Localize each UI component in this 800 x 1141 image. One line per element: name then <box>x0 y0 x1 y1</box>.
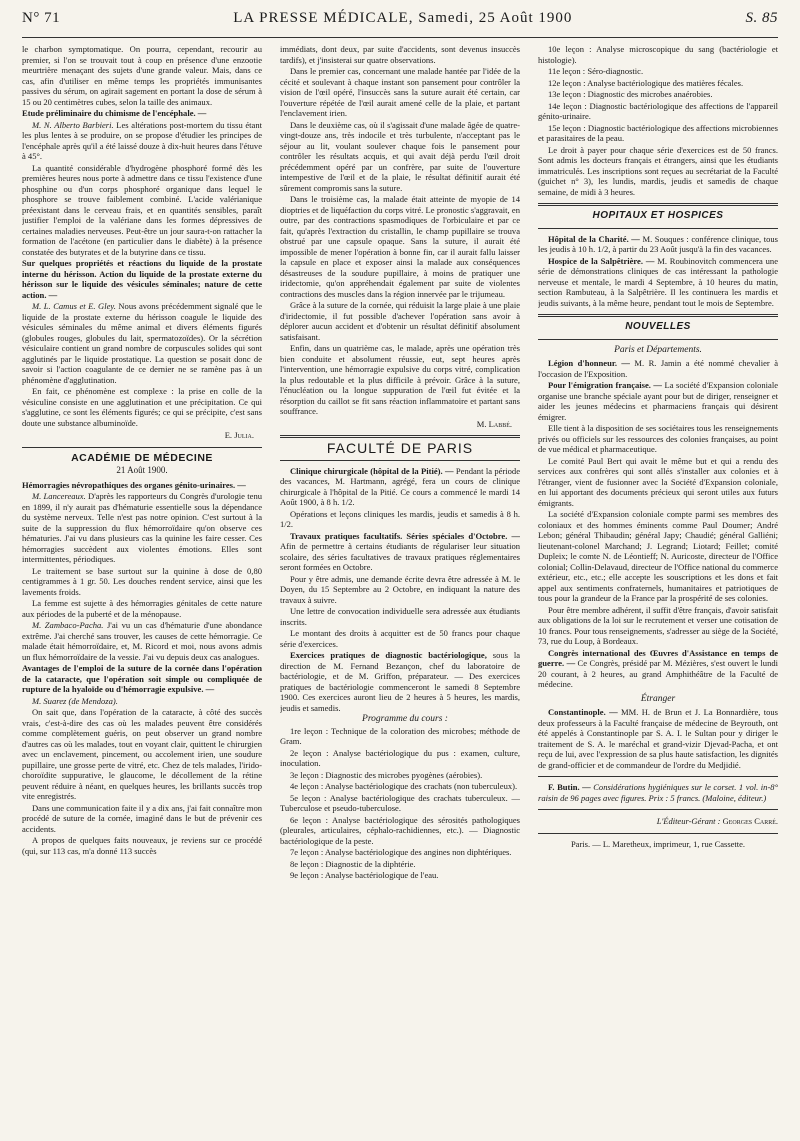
divider <box>280 435 520 438</box>
author: M. Zambaco-Pacha. <box>32 620 104 630</box>
paragraph: On sait que, dans l'opération de la cataracte, à côté des succès vrais, c'est-à-dire des cas où les malades peuvent être considérés comme complètement guéris, on peut observer un grand nombre d'autres cas où les malades, tout en voyant clair, quittent le chirurgien avec un enclavement, pincement, ou accolement irien, une soudure pupillaire, une grosse perte de vitré, etc. Chez de tels malades, l'irido-choroïdite suppurative, le glaucome, le décollement de la rétine peuvent réduire à néant, en quelques heures, les brillants succès trop vite enregistrés. <box>22 707 262 801</box>
paragraph: Grâce à la suture de la cornée, qui réduisit la large plaie à une plaie d'iridectomie, il fut possible d'achever l'opération sans avoir à déplorer aucun accident et d'obtenir un résultat définitif absolument satisfaisant. <box>280 300 520 342</box>
lesson-item: 12e leçon : Analyse bactériologique des matières fécales. <box>548 77 744 88</box>
paragraph <box>22 491 262 565</box>
article-heading: F. Butin. — <box>548 782 591 792</box>
article-title <box>22 480 262 491</box>
text: M. Souques : conférence clinique, tous les jeudis à 10 h. 1/2, à partir du 23 Août jusqu'à la fin des vacances. <box>538 233 778 254</box>
article-heading: Avantages de l'emploi de la suture de la cornée dans l'opération de la cataracte, que l'opération soit simple ou compliquée de rupture de la hyaloïde ou d'hémorragie expulsive. — <box>22 663 262 694</box>
paragraph <box>538 707 778 770</box>
paragraph: Dans le premier cas, concernant une malade hantée par l'idée de la cécité et soulevant à chaque instant son pansement pour contrôler la vision de l'œil opéré, l'insuccès sans la suture aurait été certain, car l'ouverture répétée de l'œil aurait amené celle de la plaie, et partant l'enclavement irien. <box>280 66 520 118</box>
article-heading: Clinique chirurgicale (hôpital de la Pitié). — <box>290 465 454 476</box>
paragraph <box>22 696 262 707</box>
paragraph: Enfin, dans un quatrième cas, le malade, après une opération très bien conduite et absolument réussie, eut, sept heures après l'intervention, une hémorragie expulsive du corps vitré, complication la plus redoutable et la plus difficile à prévoir. Grâce à la suture, l'énucléation ou la longue suppuration de l'œil fut évitée et la résorption du caillot se fit sans réaction inflammatoire et partant sans souffrance. <box>280 343 520 416</box>
paragraph: Le traitement se base surtout sur la quinine à dose de 0,80 centigrammes à 1 gr. 50. Les douches rendent service, ainsi que les lavements froids. <box>22 565 262 597</box>
divider <box>538 203 778 206</box>
text: M. Roubinovitch commencera une série de démonstrations cliniques de cas intéressant la pathologie nerveuse et mentale, le mardi 4 Septembre, à 10 heures du matin, section Rambuteau, à la Salpêtrière. Il les continuera les mardis et jeudis suivants, à la même heure, pendant tout le mois de Septembre. <box>538 255 778 308</box>
text: M. R. Jamin a été nommé chevalier à l'occasion de l'Exposition. <box>538 358 778 379</box>
text: J'ai vu un cas d'hématurie d'une abondance extrême. J'ai cherché sans trouver, les causes de cette hémorragie. Ce malade était hémorroïdaire, et, M. Ricord et moi, nous avons admis un flux hémorroïdaire de la vessie. J'ai vu depuis deux cas analogues. <box>22 620 262 662</box>
text: Ce Congrès, présidé par M. Mézières, s'est ouvert le lundi 20 courant, à 2 heures, au grand Amphithéâtre de la Faculté de médecine. <box>538 658 778 689</box>
text: MM. H. de Brun et J. La Bonnardière, tous deux professeurs à la Faculté française de médecine de Beyrouth, ont été appelés à Constantinople par S. A. I. le Sultan pour y diriger le traitement de S. A. le maréchal et grand-vizir Djevad-Pacha, et ont reçu de lui, avec l'expression de sa plus haute satisfaction, les dignités de grand-officier et de commandeur de l'ordre du Medjidié. <box>538 707 778 770</box>
paragraph: Le comité Paul Bert qui avait le même but et qui a rendu des services aux confrères qui sont allés s'installer aux colonies et à l'étranger, vient de fusionner avec la Société d'Expansion coloniale, en lui apportant des documents précieux qui seront utiles aux futurs émigrants. <box>538 455 778 508</box>
editor-name: Georges Carré. <box>722 816 778 826</box>
text: Pendant la période des vacances, M. Hartmann, agrégé, fera un cours de clinique chirurgicale à l'hôpital de la Pitié. Ce cours a commencé le mardi 14 Août 1900, à 8 h. 1/2. <box>280 465 520 507</box>
paragraph <box>538 234 778 255</box>
text: La société d'Expansion coloniale organise une branche spéciale ayant pour but de diriger, renseigner et aider les jeunes médecins et pharmaciens français qui désirent émigrer. <box>538 380 778 422</box>
lesson-item: 8e leçon : Diagnostic de la diphtérie. <box>290 858 416 869</box>
article-heading: Congrès international des Œuvres d'Assistance en temps de guerre. — <box>538 647 778 668</box>
lesson-item: 13e leçon : Diagnostic des microbes anaérobies. <box>548 89 713 99</box>
paragraph: Opérations et leçons cliniques les mardis, jeudis et samedis à 8 h. 1/2. <box>280 508 520 529</box>
paragraph <box>22 120 262 162</box>
paragraph: Une lettre de convocation individuelle sera adressée aux étudiants inscrits. <box>280 606 520 627</box>
article-heading: Pour l'émigration française. — <box>548 380 662 390</box>
text: Afin de permettre à certains étudiants de régulariser leur situation scolaire, des séries facultatives de travaux pratiques réglementaires seront formées en Octobre. <box>280 541 520 572</box>
author: M. L. Camus et E. Gley. <box>32 301 116 311</box>
paragraph <box>538 648 778 690</box>
lesson-item: 1re leçon : Technique de la coloration des microbes; méthode de Gram. <box>280 725 520 746</box>
section-heading-nouvelles: NOUVELLES <box>625 321 691 332</box>
article-title <box>22 663 262 695</box>
column-3 <box>538 44 778 1134</box>
divider <box>22 447 262 448</box>
lesson-item: 14e leçon : Diagnostic bactériologique des affections de l'appareil génito-urinaire. <box>538 100 778 121</box>
text: D'après les rapporteurs du Congrès d'urologie tenu en 1899, il n'y aurait pas d'hématurie essentielle sous la dépendance du système nerveux. Telle n'est pas notre opinion. C'est surtout à la suite de la suppression du flux hémorroïdaire qu'on observe ces hématuries. J'ai vu dans plusieurs cas la quinine les faire cesser. Ces hémorragies succèdent aux violentes émotions. Elles sont intermittentes, périodiques. <box>22 491 262 564</box>
issue-number: N° 71 <box>22 10 61 26</box>
paragraph <box>538 358 778 379</box>
divider <box>538 833 778 834</box>
article-heading: Légion d'honneur. — <box>548 358 630 368</box>
signature: M. Labbé. <box>476 418 512 429</box>
newspaper-page <box>22 10 778 1134</box>
printer-line: Paris. — L. Maretheux, imprimeur, 1, rue Cassette. <box>570 838 746 849</box>
section-heading-hopitaux: HOPITAUX ET HOSPICES <box>592 210 724 221</box>
paragraph: immédiats, dont deux, par suite d'accidents, sont devenus insuccès tardifs), et j'insisterai sur quatre observations. <box>280 44 520 65</box>
paragraph: La femme est sujette à des hémorragies génitales de cette nature aux périodes de la puberté et de la ménopause. <box>22 598 262 619</box>
divider <box>538 314 778 317</box>
subsection-heading: Paris et Départements. <box>614 344 702 355</box>
article-heading: Exercices pratiques de diagnostic bactériologique, <box>290 650 487 660</box>
divider <box>538 339 778 340</box>
divider <box>538 228 778 229</box>
paragraph: le charbon symptomatique. On pourra, cependant, recourir au premier, si l'on se trouvait tout à coup en présence d'une enzootie meurtrière menaçant des sujets d'une grande valeur. Mais, dans ce cas, afin d'utiliser en même temps les propriétés immunisantes passives du sérum, on agirait sagement en portant la dose de sérum à 15 ou 20 centimètres cubes, selon la taille des animaux. <box>22 44 262 107</box>
lesson-item: 4e leçon : Analyse bactériologique des crachats (non tuberculeux). <box>290 781 518 791</box>
paragraph: Dans une communication faite il y a dix ans, j'ai fait connaître mon procédé de suture de la cornée, imaginé dans le but de prévenir ces accidents. <box>22 802 262 834</box>
article-heading: Travaux pratiques facultatifs. Séries spéciales d'Octobre. — <box>290 530 520 541</box>
divider <box>538 776 778 777</box>
lesson-item: 5e leçon : Analyse bactériologique des crachats tuberculeux. — Tuberculose et pseudo-tuberculose. <box>280 792 520 813</box>
text: Les altérations post-mortem du tissu étant les plus lentes à se produire, on se propose d'étudier les principes de l'encéphale après qu'il a été laissé douze à dix-huit heures dans l'étuve à 45°. <box>22 119 262 161</box>
paragraph <box>538 380 778 422</box>
article-heading: Constantinople. — <box>548 707 618 717</box>
author: M. Suarez (de Mendoza). <box>32 695 118 706</box>
paragraph: Pour y être admis, une demande écrite devra être adressée à M. le Doyen, du 15 Septembre au 2 Octobre, en indiquant la nature des travaux à suivre. <box>280 573 520 605</box>
paragraph: En fait, ce phénomène est complexe : la prise en colle de la vésiculine consiste en une agglutination et une précipitation. Ce qui s'agglutine, ce sont les éléments figurés; ce qui se précipite, c'est sans doute une substance albuminoïde. <box>22 386 262 428</box>
paragraph <box>538 782 778 803</box>
lesson-item: 7e leçon : Analyse bactériologique des angines non diphtériques. <box>290 847 512 857</box>
article-heading: Hémorragies névropathiques des organes génito-urinaires. — <box>22 479 246 490</box>
paragraph <box>280 650 520 713</box>
paragraph <box>538 256 778 309</box>
lesson-item: 15e leçon : Diagnostic bactériologique des affections microbiennes et parasitaires de la peau. <box>538 122 778 143</box>
article-title <box>22 108 262 119</box>
paragraph: Le montant des droits à acquitter est de 50 francs pour chaque série d'exercices. <box>280 628 520 649</box>
paragraph <box>280 531 520 573</box>
article-heading: Sur quelques propriétés et réactions du liquide de la prostate interne du hérisson. Action du liquide de la prostate externe du hérisson sur le liquide des vésicules séminales; nature de cette action. — <box>22 258 262 300</box>
page-number: S. 85 <box>745 10 778 26</box>
paragraph <box>22 301 262 385</box>
lesson-item: 9e leçon : Analyse bactériologique de l'eau. <box>290 870 439 880</box>
editor-line <box>538 816 778 827</box>
paragraph: Pour être membre adhérent, il suffit d'être français, d'avoir satisfait aux obligations de la loi sur le recrutement et verser une cotisation de 10 francs. Pour tous renseignements, s'adresser au siège de la Société, 73, rue du Loup, à Bordeaux. <box>538 604 778 646</box>
editor-label: L'Éditeur-Gérant : <box>656 816 721 826</box>
article-heading: Hospice de la Salpêtrière. — <box>548 255 655 266</box>
journal-title: LA PRESSE MÉDICALE, Samedi, 25 Août 1900 <box>233 10 573 26</box>
author: M. Lancereaux. <box>32 491 86 501</box>
section-heading-academie: ACADÉMIE DE MÉDECINE <box>71 451 213 464</box>
column-1 <box>22 44 262 1134</box>
divider <box>538 809 778 810</box>
article-heading: Etude préliminaire du chimisme de l'encéphale. — <box>22 108 207 118</box>
columns <box>22 44 778 1134</box>
paragraph: Dans le deuxième cas, où il s'agissait d'une malade âgée de quatre-vingt-douze ans, très indocile et très turbulente, n'acceptant pas le séjour au lit, voulant soulever chaque fois le pansement pour contrôler les résultats acquis, et qui avait déjà perdu l'œil droit précédemment opéré par un confrère, par suite de l'ouverture intempestive de l'œil et de la plaie, le résultat définitif aurait été sûrement compromis sans la suture. <box>280 119 520 193</box>
divider <box>280 460 520 461</box>
author: M. N. Alberto Barbieri. <box>32 119 114 130</box>
paragraph <box>280 466 520 508</box>
paragraph: Dans le troisième cas, la malade était atteinte de myopie de 14 dioptries et de liquéfaction du corps vitré. Le pronostic s'aggravait, en outre, par des contractions spasmodiques de l'orbiculaire et par ce fait, qu'après l'extraction du cristallin, le champ pupillaire se trouva obstrué par une capsule opaque. Sans la suture, il aurait été impossible de mener l'opération à bonne fin, car il aurait fallu laisser la capsule en place et exposer ainsi la malade aux conséquences désastreuses de la soudure pupillaire, à moins de pratiquer une iridectomie, qu'on appréhendait également par suite de violentes contractions des muscles dans la région innervée par le trijumeau. <box>280 194 520 299</box>
lesson-item: 6e leçon : Analyse bactériologique des sérosités pathologiques (pleurales, articulaires, céphalo-rachidiennes, etc.). — Diagnostic bactériologique de la peste. <box>280 814 520 846</box>
section-date: 21 Août 1900. <box>116 465 168 475</box>
paragraph: La quantité considérable d'hydrogène phosphoré formé dès les premières heures nous porte à admettre dans ce tissu l'existence d'une phosphine ou d'un corps phosphoré organique dans lequel le phosphore se trouve faiblement combiné. L'acide valérianique préexistant dans le cerveau frais, et en quantités sensibles, paraît justifier l'emploi de la valériane dans les formes dépressives de certaines maladies nerveuses. Peut-être un jour saura-t-on rattacher la formation de l'acétone (en particulier dans le diabète) à la présence constatée des butyrates et de la butyrine dans ce tissu. <box>22 162 262 257</box>
column-2 <box>280 44 520 1134</box>
section-heading-faculte: FACULTÉ DE PARIS <box>326 440 474 456</box>
lesson-item: 10e leçon : Analyse microscopique du sang (bactériologie et histologie). <box>538 44 778 65</box>
article-title <box>22 258 262 300</box>
signature: E. Julia. <box>224 430 254 440</box>
paragraph <box>22 620 262 662</box>
text: sous la direction de M. Fernand Bezançon, chef du laboratoire de bactériologie, et de M. Griffon, préparateur. — Des exercices pratiques de bactériologie commenceront le samedi 8 Septembre 1900. Ces exercices auront lieu de 2 heures à 5 heures, les mardis, jeudis et samedis. <box>280 650 520 713</box>
lesson-item: 3e leçon : Diagnostic des microbes pyogènes (aérobies). <box>290 769 483 780</box>
paragraph: Le droit à payer pour chaque série d'exercices est de 50 francs. Sont admis les docteurs français et étrangers, ainsi que les étudiants immatriculés. Les inscriptions sont reçues au secrétariat de la Faculté (guichet n° 3), les lundis, mardis, jeudis et samedis de chaque semaine, de midi à 3 heures. <box>538 144 778 197</box>
paragraph: A propos de quelques faits nouveaux, je reviens sur ce procédé (qui, sur 113 cas, m'a donné 113 succès <box>22 835 262 856</box>
text: Nous avons précédemment signalé que le liquide de la prostate externe du hérisson coagule le liquide des vésicules séminales du même animal et divers éléments figurés (globules rouges, globules du lait, spermatozoïdes). Or la sécrétion vésiculaire contient un grand nombre de corpuscules solides qui sont agglutinés par le liquide prostatique. La question se posait donc de savoir si l'action coagulante de ce dernier ne se ramène pas à un phénomène d'agglutination. <box>22 301 262 385</box>
lesson-item: 11e leçon : Séro-diagnostic. <box>548 66 644 76</box>
article-heading: Hôpital de la Charité. — <box>548 233 640 244</box>
paragraph: Elle tient à la disposition de ses sociétaires tous les renseignements privés ou officiels sur les ressources des colonies françaises, au point de vue médical et pharmaceutique. <box>538 423 778 454</box>
subsection-heading: Étranger <box>640 693 676 704</box>
paragraph: La société d'Expansion coloniale compte parmi ses membres des coloniaux et des hommes éminents comme Paul Doumer; André Lebon; général Thibaudin; général Japy; Chaudié; général Galliéni; lieutenant-colonel Marchand; J. Legrand; Liotard; Feillet; comité Dupleix; le comte N. de Léontieff; N. Auricoste, directeur de l'Office colonial; Collin-Delavaud, directeur de l'Office national du commerce extérieur, etc., etc.; elle accepte les souscriptions et les dons et fait appel aux sentiments confraternels, humanitaires et patriotiques de tous pour la grandeur de la France par la prospérité de ses colonies. <box>538 509 778 603</box>
page-header <box>22 10 778 38</box>
lesson-item: 2e leçon : Analyse bactériologique du pus : examen, culture, inoculation. <box>280 747 520 768</box>
program-heading: Programme du cours : <box>362 714 448 724</box>
text: Considérations hygiéniques sur le corset. 1 vol. in-8° raisin de 96 pages avec figures. Prix : 5 francs. (Maloine, éditeur.) <box>538 782 778 803</box>
